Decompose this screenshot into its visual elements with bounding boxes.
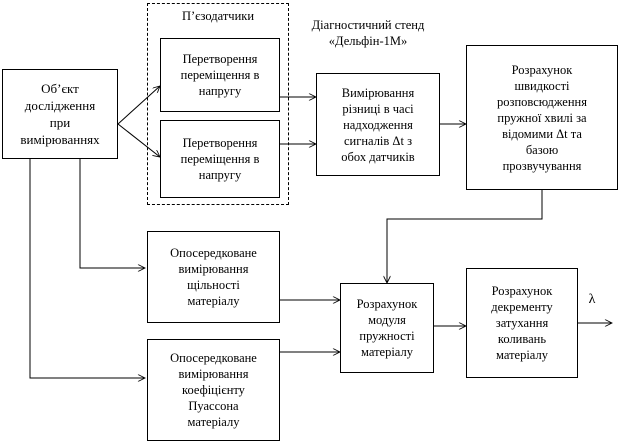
conv1-box: Перетворення переміщення в напругу (160, 38, 280, 112)
stand-label: Діагностичний стенд «Дельфін-1М» (311, 18, 425, 48)
conv2-box: Перетворення переміщення в напругу (160, 120, 280, 198)
density-box: Опосередковане вимірювання щільності матеріалу (147, 231, 280, 323)
measure-box: Вимірювання різниці в часі надходження сигналів Δt з обох датчиків (316, 73, 440, 176)
decrement-box: Розрахунок декременту затухання коливань матеріалу (466, 268, 578, 378)
modulus-box: Розрахунок модуля пружності матеріалу (340, 283, 434, 373)
sensor-group-label: П’єзодатчики (181, 9, 255, 23)
speed-box: Розрахунок швидкості розповсюдження пружної хвилі за відомими Δt та базою прозвучування (466, 45, 618, 190)
arrow-object-to-density (80, 159, 145, 268)
poisson-box: Опосередковане вимірювання коефіцієнту Пуассона матеріалу (147, 339, 280, 441)
object-box: Об’єкт дослідження при вимірюваннях (2, 69, 118, 159)
output-label: λ (588, 292, 596, 307)
